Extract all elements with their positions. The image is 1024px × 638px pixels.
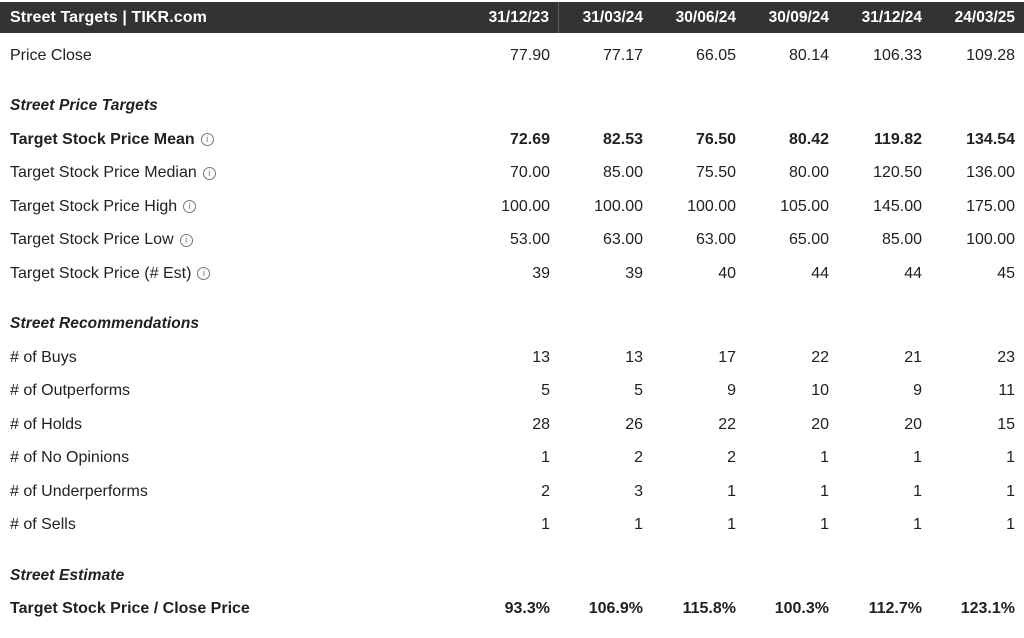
- cell-value: 10: [811, 382, 829, 400]
- section-street-price-targets: [0, 90, 1024, 124]
- cell-value: 82.53: [602, 130, 643, 148]
- section-street-estimate: [0, 559, 1024, 593]
- table-row-underperforms: [0, 475, 1024, 509]
- row-label-text: Price Close: [10, 46, 92, 64]
- row-label-text: Target Stock Price High: [10, 197, 178, 215]
- info-icon[interactable]: i: [203, 167, 216, 180]
- cell-value: 120.50: [873, 164, 922, 182]
- table-row-target-num-est: [0, 257, 1024, 291]
- row-label: [0, 198, 466, 216]
- cell-value: 63.00: [695, 231, 736, 249]
- row-label-text: # of Underperforms: [10, 482, 148, 500]
- cell-value: 26: [625, 415, 643, 433]
- cell-value: 1: [634, 516, 643, 534]
- section-title: Street Recommendations: [10, 315, 200, 333]
- info-icon[interactable]: i: [183, 200, 196, 213]
- row-label: [0, 164, 466, 182]
- cell-value: 5: [634, 382, 643, 400]
- cell-value: 1: [1006, 449, 1015, 467]
- cell-value: 1: [541, 516, 550, 534]
- cell-value: 72.69: [509, 130, 550, 148]
- cell-value: 53.00: [509, 231, 550, 249]
- table-row-no-opinions: [0, 442, 1024, 476]
- section-title: Street Estimate: [10, 566, 125, 584]
- cell-value: 11: [998, 382, 1015, 400]
- cell-value: 65.00: [788, 231, 829, 249]
- cell-value: 123.1%: [960, 600, 1015, 618]
- table-row-buys: [0, 341, 1024, 375]
- cell-value: 85.00: [602, 164, 643, 182]
- cell-value: 21: [904, 348, 922, 366]
- cell-value: 100.3%: [774, 600, 829, 618]
- row-label: [0, 516, 466, 534]
- column-header-date: 24/03/25: [954, 8, 1015, 26]
- cell-value: 2: [634, 449, 643, 467]
- table-row-price-close: [0, 39, 1024, 73]
- row-label: [0, 349, 466, 367]
- cell-value: 2: [727, 449, 736, 467]
- row-label: [0, 449, 466, 467]
- cell-value: 109.28: [966, 46, 1015, 64]
- info-icon[interactable]: i: [197, 267, 210, 280]
- table-header: [0, 2, 1024, 33]
- cell-value: 13: [532, 348, 550, 366]
- cell-value: 112.7%: [868, 600, 922, 618]
- row-label-text: Target Stock Price / Close Price: [10, 600, 250, 618]
- cell-value: 80.14: [788, 46, 829, 64]
- cell-value: 77.17: [602, 46, 643, 64]
- cell-value: 100.00: [687, 197, 736, 215]
- cell-value: 134.54: [966, 130, 1015, 148]
- cell-value: 3: [634, 482, 643, 500]
- row-label-text: # of Outperforms: [10, 382, 131, 400]
- table-row-target-median: [0, 157, 1024, 191]
- column-header-date: 31/03/24: [582, 8, 643, 26]
- cell-value: 106.33: [873, 46, 922, 64]
- cell-value: 45: [997, 264, 1015, 282]
- cell-value: 39: [532, 264, 550, 282]
- section-title: Street Price Targets: [10, 97, 158, 115]
- cell-value: 106.9%: [588, 600, 643, 618]
- cell-value: 1: [913, 449, 922, 467]
- column-header-date: 30/09/24: [768, 8, 829, 26]
- column-header-date: 30/06/24: [675, 8, 736, 26]
- row-label: [0, 265, 466, 283]
- cell-value: 100.00: [966, 231, 1015, 249]
- table-row-sells: [0, 509, 1024, 543]
- cell-value: 1: [820, 482, 829, 500]
- cell-value: 85.00: [881, 231, 922, 249]
- row-label-text: # of Sells: [10, 516, 76, 534]
- cell-value: 5: [541, 382, 550, 400]
- row-label-text: Target Stock Price (# Est): [10, 264, 192, 282]
- cell-value: 44: [811, 264, 829, 282]
- cell-value: 115.8%: [682, 600, 736, 618]
- cell-value: 20: [811, 415, 829, 433]
- info-icon[interactable]: i: [201, 133, 214, 146]
- table-row-outperforms: [0, 375, 1024, 409]
- row-label: [0, 131, 466, 149]
- cell-value: 175.00: [966, 197, 1015, 215]
- cell-value: 145.00: [873, 197, 922, 215]
- row-label: [0, 600, 466, 618]
- cell-value: 70.00: [509, 164, 550, 182]
- cell-value: 1: [913, 516, 922, 534]
- cell-value: 105.00: [780, 197, 829, 215]
- cell-value: 80.00: [788, 164, 829, 182]
- cell-value: 1: [1006, 516, 1015, 534]
- table-row-holds: [0, 408, 1024, 442]
- column-header-date: 31/12/23: [466, 2, 559, 33]
- column-header-date: 31/12/24: [861, 8, 922, 26]
- table-row-target-high: [0, 190, 1024, 224]
- cell-value: 20: [904, 415, 922, 433]
- row-label: [0, 382, 466, 400]
- table-row-target-low: [0, 224, 1024, 258]
- cell-value: 119.82: [873, 130, 922, 148]
- cell-value: 75.50: [695, 164, 736, 182]
- cell-value: 9: [727, 382, 736, 400]
- cell-value: 2: [541, 482, 550, 500]
- cell-value: 39: [625, 264, 643, 282]
- cell-value: 17: [718, 348, 736, 366]
- table-title: Street Targets | TIKR.com: [10, 8, 207, 26]
- cell-value: 9: [913, 382, 922, 400]
- cell-value: 1: [1006, 482, 1015, 500]
- cell-value: 1: [541, 449, 550, 467]
- row-label: [0, 231, 466, 249]
- cell-value: 100.00: [501, 197, 550, 215]
- cell-value: 23: [997, 348, 1015, 366]
- row-label-text: # of Buys: [10, 348, 77, 366]
- row-label-text: # of Holds: [10, 415, 83, 433]
- cell-value: 44: [904, 264, 922, 282]
- row-label-text: Target Stock Price Median: [10, 164, 197, 182]
- cell-value: 1: [820, 516, 829, 534]
- cell-value: 63.00: [602, 231, 643, 249]
- cell-value: 136.00: [966, 164, 1015, 182]
- cell-value: 76.50: [695, 130, 736, 148]
- row-label: [0, 416, 466, 434]
- cell-value: 40: [718, 264, 736, 282]
- cell-value: 15: [997, 415, 1015, 433]
- cell-value: 100.00: [594, 197, 643, 215]
- cell-value: 1: [820, 449, 829, 467]
- row-label-text: # of No Opinions: [10, 449, 130, 467]
- table-row-target-mean: [0, 123, 1024, 157]
- cell-value: 66.05: [695, 46, 736, 64]
- cell-value: 1: [913, 482, 922, 500]
- cell-value: 93.3%: [504, 600, 550, 618]
- table-row-target-over-close: [0, 593, 1024, 627]
- row-label-text: Target Stock Price Mean: [10, 130, 195, 148]
- row-label-text: Target Stock Price Low: [10, 231, 174, 249]
- info-icon[interactable]: i: [180, 234, 193, 247]
- row-label: [0, 47, 466, 65]
- cell-value: 13: [625, 348, 643, 366]
- cell-value: 22: [718, 415, 736, 433]
- section-street-recommendations: [0, 308, 1024, 342]
- cell-value: 28: [532, 415, 550, 433]
- cell-value: 77.90: [509, 46, 550, 64]
- cell-value: 80.42: [788, 130, 829, 148]
- cell-value: 1: [727, 482, 736, 500]
- row-label: [0, 483, 466, 501]
- cell-value: 22: [811, 348, 829, 366]
- cell-value: 1: [727, 516, 736, 534]
